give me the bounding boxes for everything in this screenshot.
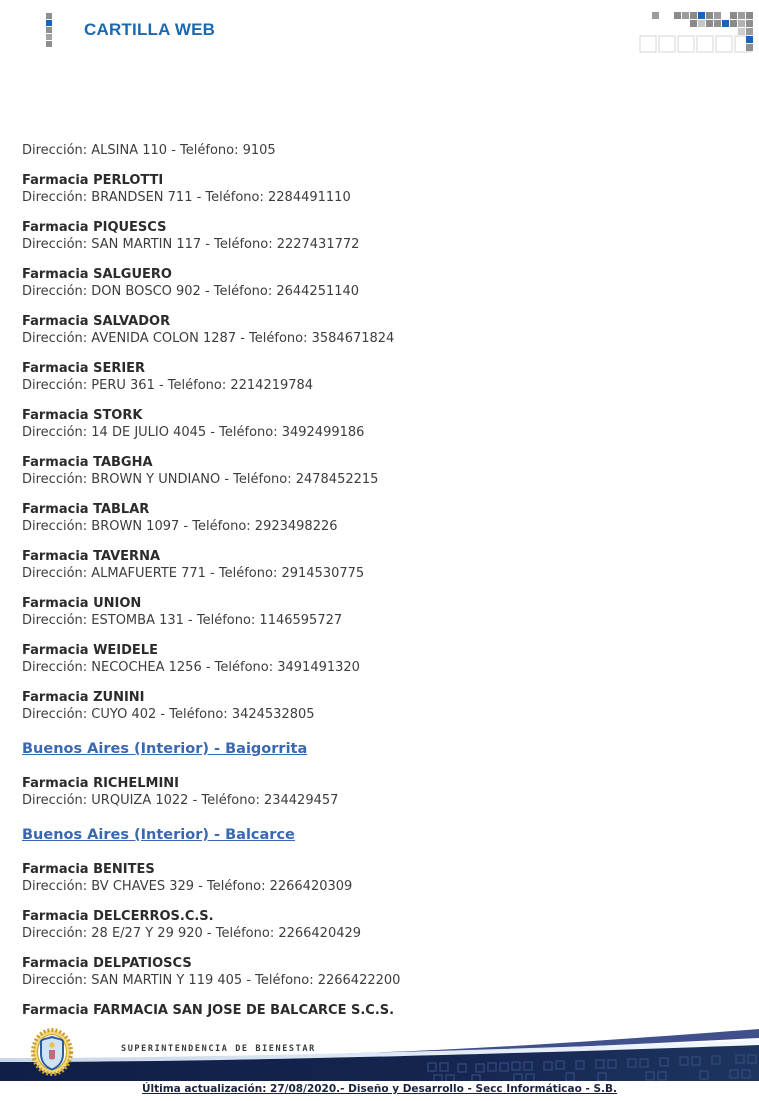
pharmacy-detail: Dirección: BROWN 1097 - Teléfono: 2923498226 <box>22 519 338 534</box>
pharmacy-detail: Dirección: NECOCHEA 1256 - Teléfono: 3491491320 <box>22 660 360 675</box>
pharmacy-detail: Dirección: ALMAFUERTE 771 - Teléfono: 2914530775 <box>22 566 365 581</box>
pharmacy-detail: Dirección: SAN MARTIN Y 119 405 - Teléfono: 2266422200 <box>22 973 401 988</box>
pharmacy-entry <box>22 266 722 300</box>
pharmacy-detail-partial: Dirección: ALSINA 110 - Teléfono: 9105 <box>22 143 276 158</box>
pharmacy-name: Farmacia SALVADOR <box>22 314 171 329</box>
pharmacy-entry <box>22 861 722 895</box>
pharmacy-name: Farmacia SALGUERO <box>22 267 172 282</box>
section-heading-link[interactable]: Buenos Aires (Interior) - Baigorrita <box>22 741 308 757</box>
pharmacy-detail: Dirección: 14 DE JULIO 4045 - Teléfono: 3492499186 <box>22 425 365 440</box>
pharmacy-entry <box>22 689 722 723</box>
pharmacy-name: Farmacia DELCERROS.C.S. <box>22 909 214 924</box>
header <box>0 0 759 60</box>
pharmacy-entry <box>22 501 722 535</box>
pharmacy-name: Farmacia SERIER <box>22 361 146 376</box>
pharmacy-name: Farmacia TABLAR <box>22 502 150 517</box>
pharmacy-directory <box>22 142 722 1032</box>
pharmacy-detail: Dirección: ESTOMBA 131 - Teléfono: 1146595727 <box>22 613 343 628</box>
pharmacy-entry <box>22 1002 722 1019</box>
section-heading-link[interactable]: Buenos Aires (Interior) - Balcarce <box>22 827 295 843</box>
pharmacy-entry <box>22 595 722 629</box>
pharmacy-name: Farmacia RICHELMINI <box>22 776 180 791</box>
pharmacy-detail: Dirección: PERU 361 - Teléfono: 2214219784 <box>22 378 314 393</box>
pharmacy-entry <box>22 219 722 253</box>
crest-icon <box>30 1028 74 1076</box>
pharmacy-entry <box>22 172 722 206</box>
pharmacy-name: Farmacia DELPATIOSCS <box>22 956 192 971</box>
org-name: SUPERINTENDENCIA DE BIENESTAR <box>121 1044 316 1054</box>
pharmacy-detail: Dirección: 28 E/27 Y 29 920 - Teléfono: 2266420429 <box>22 926 362 941</box>
pharmacy-entry <box>22 360 722 394</box>
footer-wave-decoration <box>0 1029 759 1081</box>
pharmacy-name: Farmacia PERLOTTI <box>22 173 164 188</box>
pharmacy-name: Farmacia PIQUESCS <box>22 220 167 235</box>
pharmacy-name: Farmacia FARMACIA SAN JOSE DE BALCARCE S.C.S. <box>22 1003 395 1018</box>
pharmacy-entry <box>22 955 722 989</box>
pharmacy-list <box>22 172 722 1019</box>
pharmacy-name: Farmacia TABGHA <box>22 455 153 470</box>
brand <box>46 13 215 47</box>
pharmacy-detail: Dirección: SAN MARTIN 117 - Teléfono: 2227431772 <box>22 237 360 252</box>
pharmacy-detail: Dirección: DON BOSCO 902 - Teléfono: 2644251140 <box>22 284 360 299</box>
pharmacy-detail: Dirección: CUYO 402 - Teléfono: 3424532805 <box>22 707 315 722</box>
pharmacy-entry <box>22 454 722 488</box>
pharmacy-detail: Dirección: BROWN Y UNDIANO - Teléfono: 2478452215 <box>22 472 379 487</box>
pharmacy-name: Farmacia UNION <box>22 596 142 611</box>
brand-pixels-icon <box>46 13 52 47</box>
pharmacy-entry <box>22 548 722 582</box>
footer-update-line: Última actualización: 27/08/2020.- Diseño y Desarrollo - Secc Informáticao - S.B. <box>141 1083 618 1095</box>
pharmacy-name: Farmacia ZUNINI <box>22 690 145 705</box>
pharmacy-name: Farmacia WEIDELE <box>22 643 158 658</box>
pharmacy-name: Farmacia BENITES <box>22 862 155 877</box>
pharmacy-detail: Dirección: BV CHAVES 329 - Teléfono: 2266420309 <box>22 879 353 894</box>
pharmacy-detail: Dirección: BRANDSEN 711 - Teléfono: 2284491110 <box>22 190 351 205</box>
pharmacy-entry <box>22 642 722 676</box>
brand-title: CARTILLA WEB <box>84 20 216 39</box>
pharmacy-entry <box>22 775 722 809</box>
pixel-mosaic-icon <box>639 6 759 58</box>
pharmacy-entry <box>22 313 722 347</box>
pharmacy-detail: Dirección: AVENIDA COLON 1287 - Teléfono: 3584671824 <box>22 331 395 346</box>
pharmacy-detail: Dirección: URQUIZA 1022 - Teléfono: 234429457 <box>22 793 339 808</box>
pharmacy-name: Farmacia TAVERNA <box>22 549 161 564</box>
pharmacy-entry <box>22 908 722 942</box>
pharmacy-entry <box>22 407 722 441</box>
pharmacy-name: Farmacia STORK <box>22 408 143 423</box>
